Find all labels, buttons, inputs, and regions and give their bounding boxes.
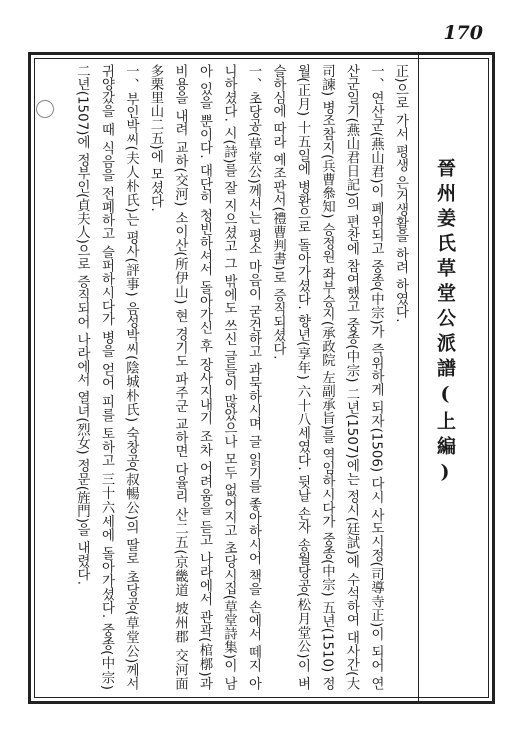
paragraph-career: 一、연산군(燕山君)이 폐위되고 중종(中宗)가 즉위하게 되자(1506) 다시 사도시정(司導寺正)이 되어 연산군일기(燕山君日記)의 편찬에 참여했고 중종(中宗) 二년(1507)에는 정시(廷試)에 수석하여 대사간(大司諫) 병조참지(兵曹叅知) 승정원 좌부승지(承政院 左副承旨)를 역임하시다가 중종(中宗) 五년(1510) 정월(正月) 十五일에 병환으로 돌아가셨다. 향년(享年) 六十八세였다. 뒷날 손자 송월당공(松月堂公)이 벼슬하심에 따라 예조판서(禮曹判書)로 증직되셨다. [270,64,384,690]
paragraph-continuation: 正)으로 가서 평생 은거생활을 하려 하였다. [393,64,408,323]
book-title: 晉州姜氏草堂公派譜(上編) [434,158,456,489]
header-divider [418,55,419,701]
body-text [60,64,412,690]
page-number: 170 [443,22,483,44]
paragraph-character: 一、초당공(草堂公)께서는 평소 마음이 굳건하고 과묵하시며 글 읽기를 좋아하시어 책을 손에서 떼지 아니하셨다. 시(詩)를 잘 지으셨고 그 밖에도 쓰신 글들이 많았으나 모두 없어지고 초당시집(草堂詩集)이 남아 있을 뿐이다. 대단히 청빈하셔서 돌아가신 후 장사지내기 조차 어려움을 듣고 나라에서 관곽(棺槨)과 비용을 내려 교하(交河) 소이산(所伊山) 현 경기도 파주군 교하면 다율리 산二五(京畿道 坡州郡 交河面 多栗里山二五)에 모셨다. [148,64,261,690]
paragraph-wife: 一、부인박씨(夫人朴氏)는 평사(評事) 음성박씨(陰城朴氏) 숙창공(叔暢公)의 딸로 초당공(草堂公)께서 귀양갔을 때 식음을 전폐하고 슬퍼하시다가 병을 얻어 피를 토하고 三十六세에 돌아가셨다. 중종(中宗) 二년(1507)에 정부인(貞夫人)으로 증직되어 나라에서 열녀(烈女) 정문(旌門)을 내렸다. [74,64,139,690]
margin-circle-mark [36,100,54,118]
